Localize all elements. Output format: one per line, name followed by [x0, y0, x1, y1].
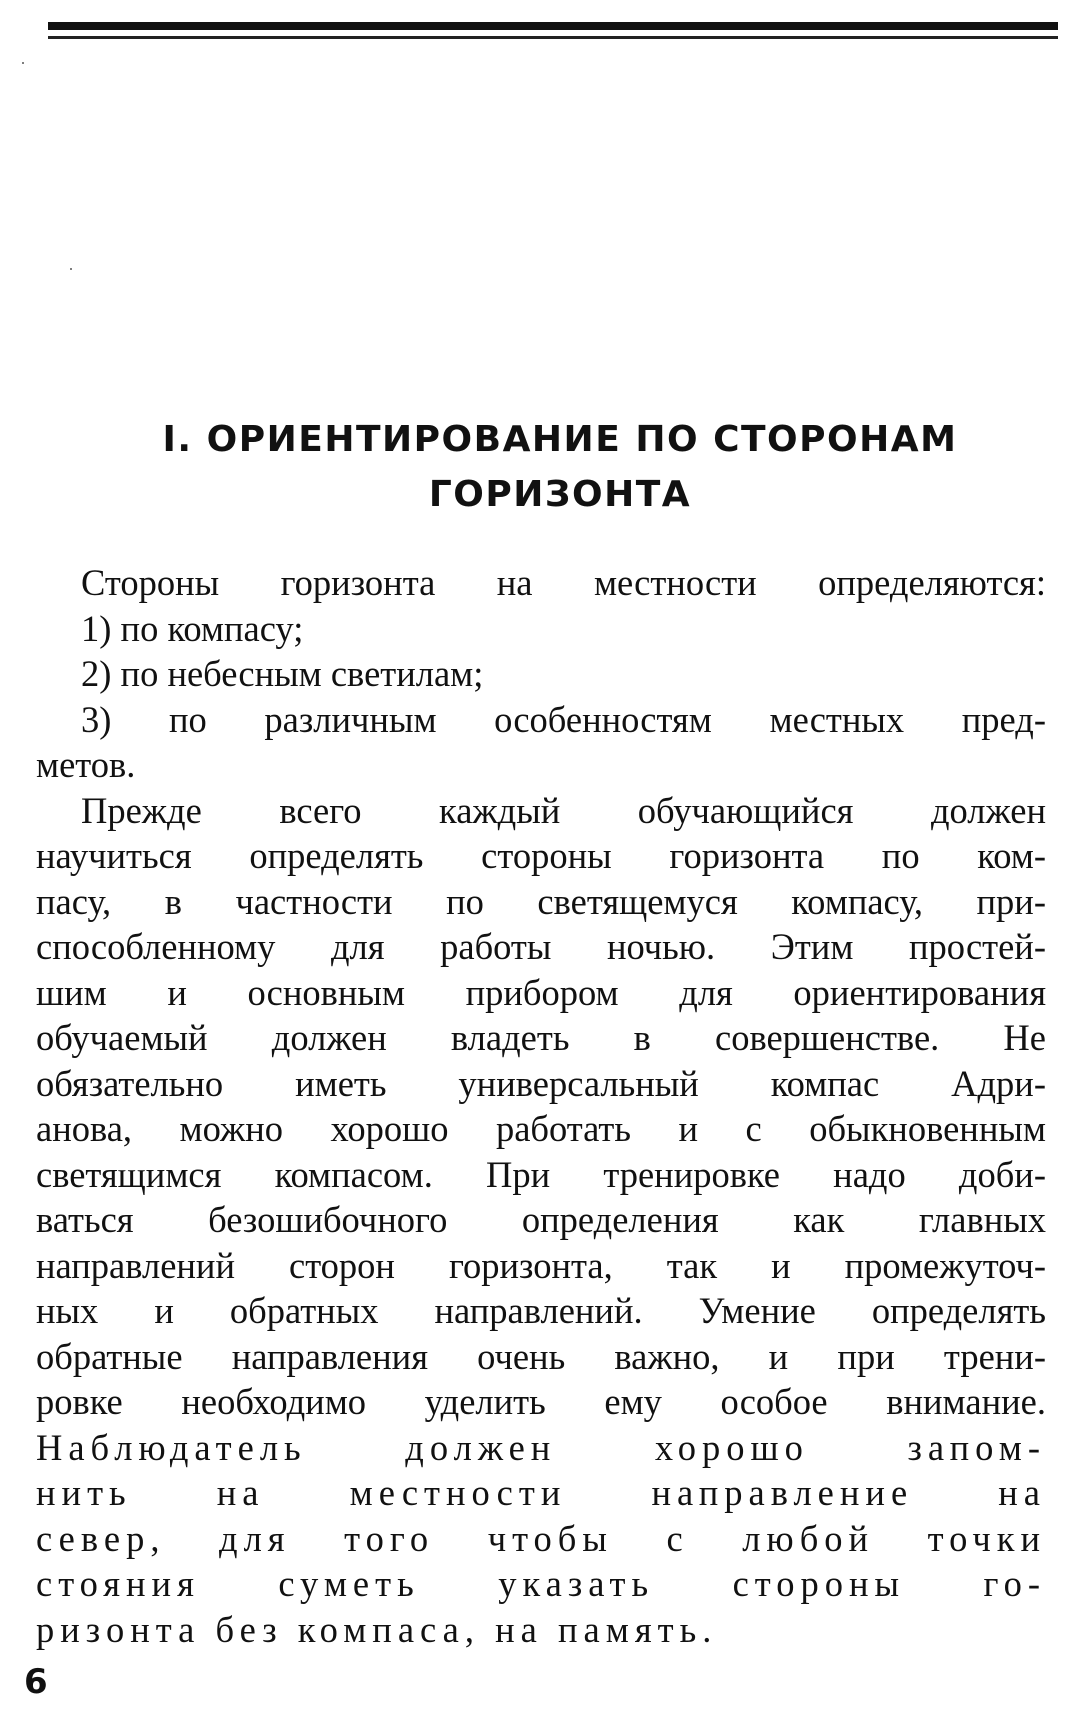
text-line: Прежде всего каждый обучающийся должен	[81, 789, 1046, 831]
text-line: анова, можно хорошо работать и с обыкновенным	[36, 1108, 1046, 1149]
page-number: 6	[24, 1662, 48, 1702]
text-line: Стороны горизонта на местности определяются:	[81, 562, 1046, 603]
text-line: обратные направления очень важно, и при трени-	[36, 1335, 1046, 1377]
text-line: способленному для работы ночью. Этим простей-	[36, 926, 1046, 967]
text-line-spaced: стояния суметь указать стороны го-	[36, 1563, 1046, 1604]
text-line: ровке необходимо уделить ему особое внимание.	[36, 1381, 1046, 1422]
chapter-title-line-2: ГОРИЗОНТА	[428, 474, 692, 515]
text-line: ваться безошибочного определения как главных	[36, 1199, 1046, 1240]
text-line-spaced: ризонта без компаса, на память.	[36, 1608, 718, 1650]
print-speck	[22, 62, 24, 64]
text-line: обязательно иметь универсальный компас Адри-	[36, 1062, 1046, 1104]
chapter-title-line-1: I. ОРИЕНТИРОВАНИЕ ПО СТОРОНАМ	[162, 419, 958, 460]
text-line: направлений сторон горизонта, так и промежуточ-	[36, 1244, 1046, 1286]
text-line: метов.	[36, 744, 136, 785]
print-speck	[70, 268, 72, 270]
body-text	[36, 560, 1046, 1652]
text-line: научиться определять стороны горизонта по ком-	[36, 835, 1046, 876]
text-line: 3) по различным особенностям местных пред-	[81, 698, 1046, 740]
text-line-spaced: Наблюдатель должен хорошо запом-	[36, 1426, 1046, 1468]
text-line: 2) по небесным светилам;	[81, 653, 484, 694]
text-line: светящимся компасом. При тренировке надо доби-	[36, 1153, 1046, 1195]
text-line-spaced: север, для того чтобы с любой точки	[36, 1517, 1046, 1559]
text-line-spaced: нить на местности направление на	[36, 1472, 1046, 1513]
top-rule	[48, 22, 1058, 30]
top-rule-thin	[48, 36, 1058, 39]
text-line: ных и обратных направлений. Умение определять	[36, 1290, 1046, 1331]
chapter-title	[60, 412, 1060, 522]
text-line: пасу, в частности по светящемуся компасу, при-	[36, 880, 1046, 922]
text-line: обучаемый должен владеть в совершенстве. Не	[36, 1017, 1046, 1058]
text-line: 1) по компасу;	[81, 607, 304, 649]
text-line: шим и основным прибором для ориентирования	[36, 971, 1046, 1013]
